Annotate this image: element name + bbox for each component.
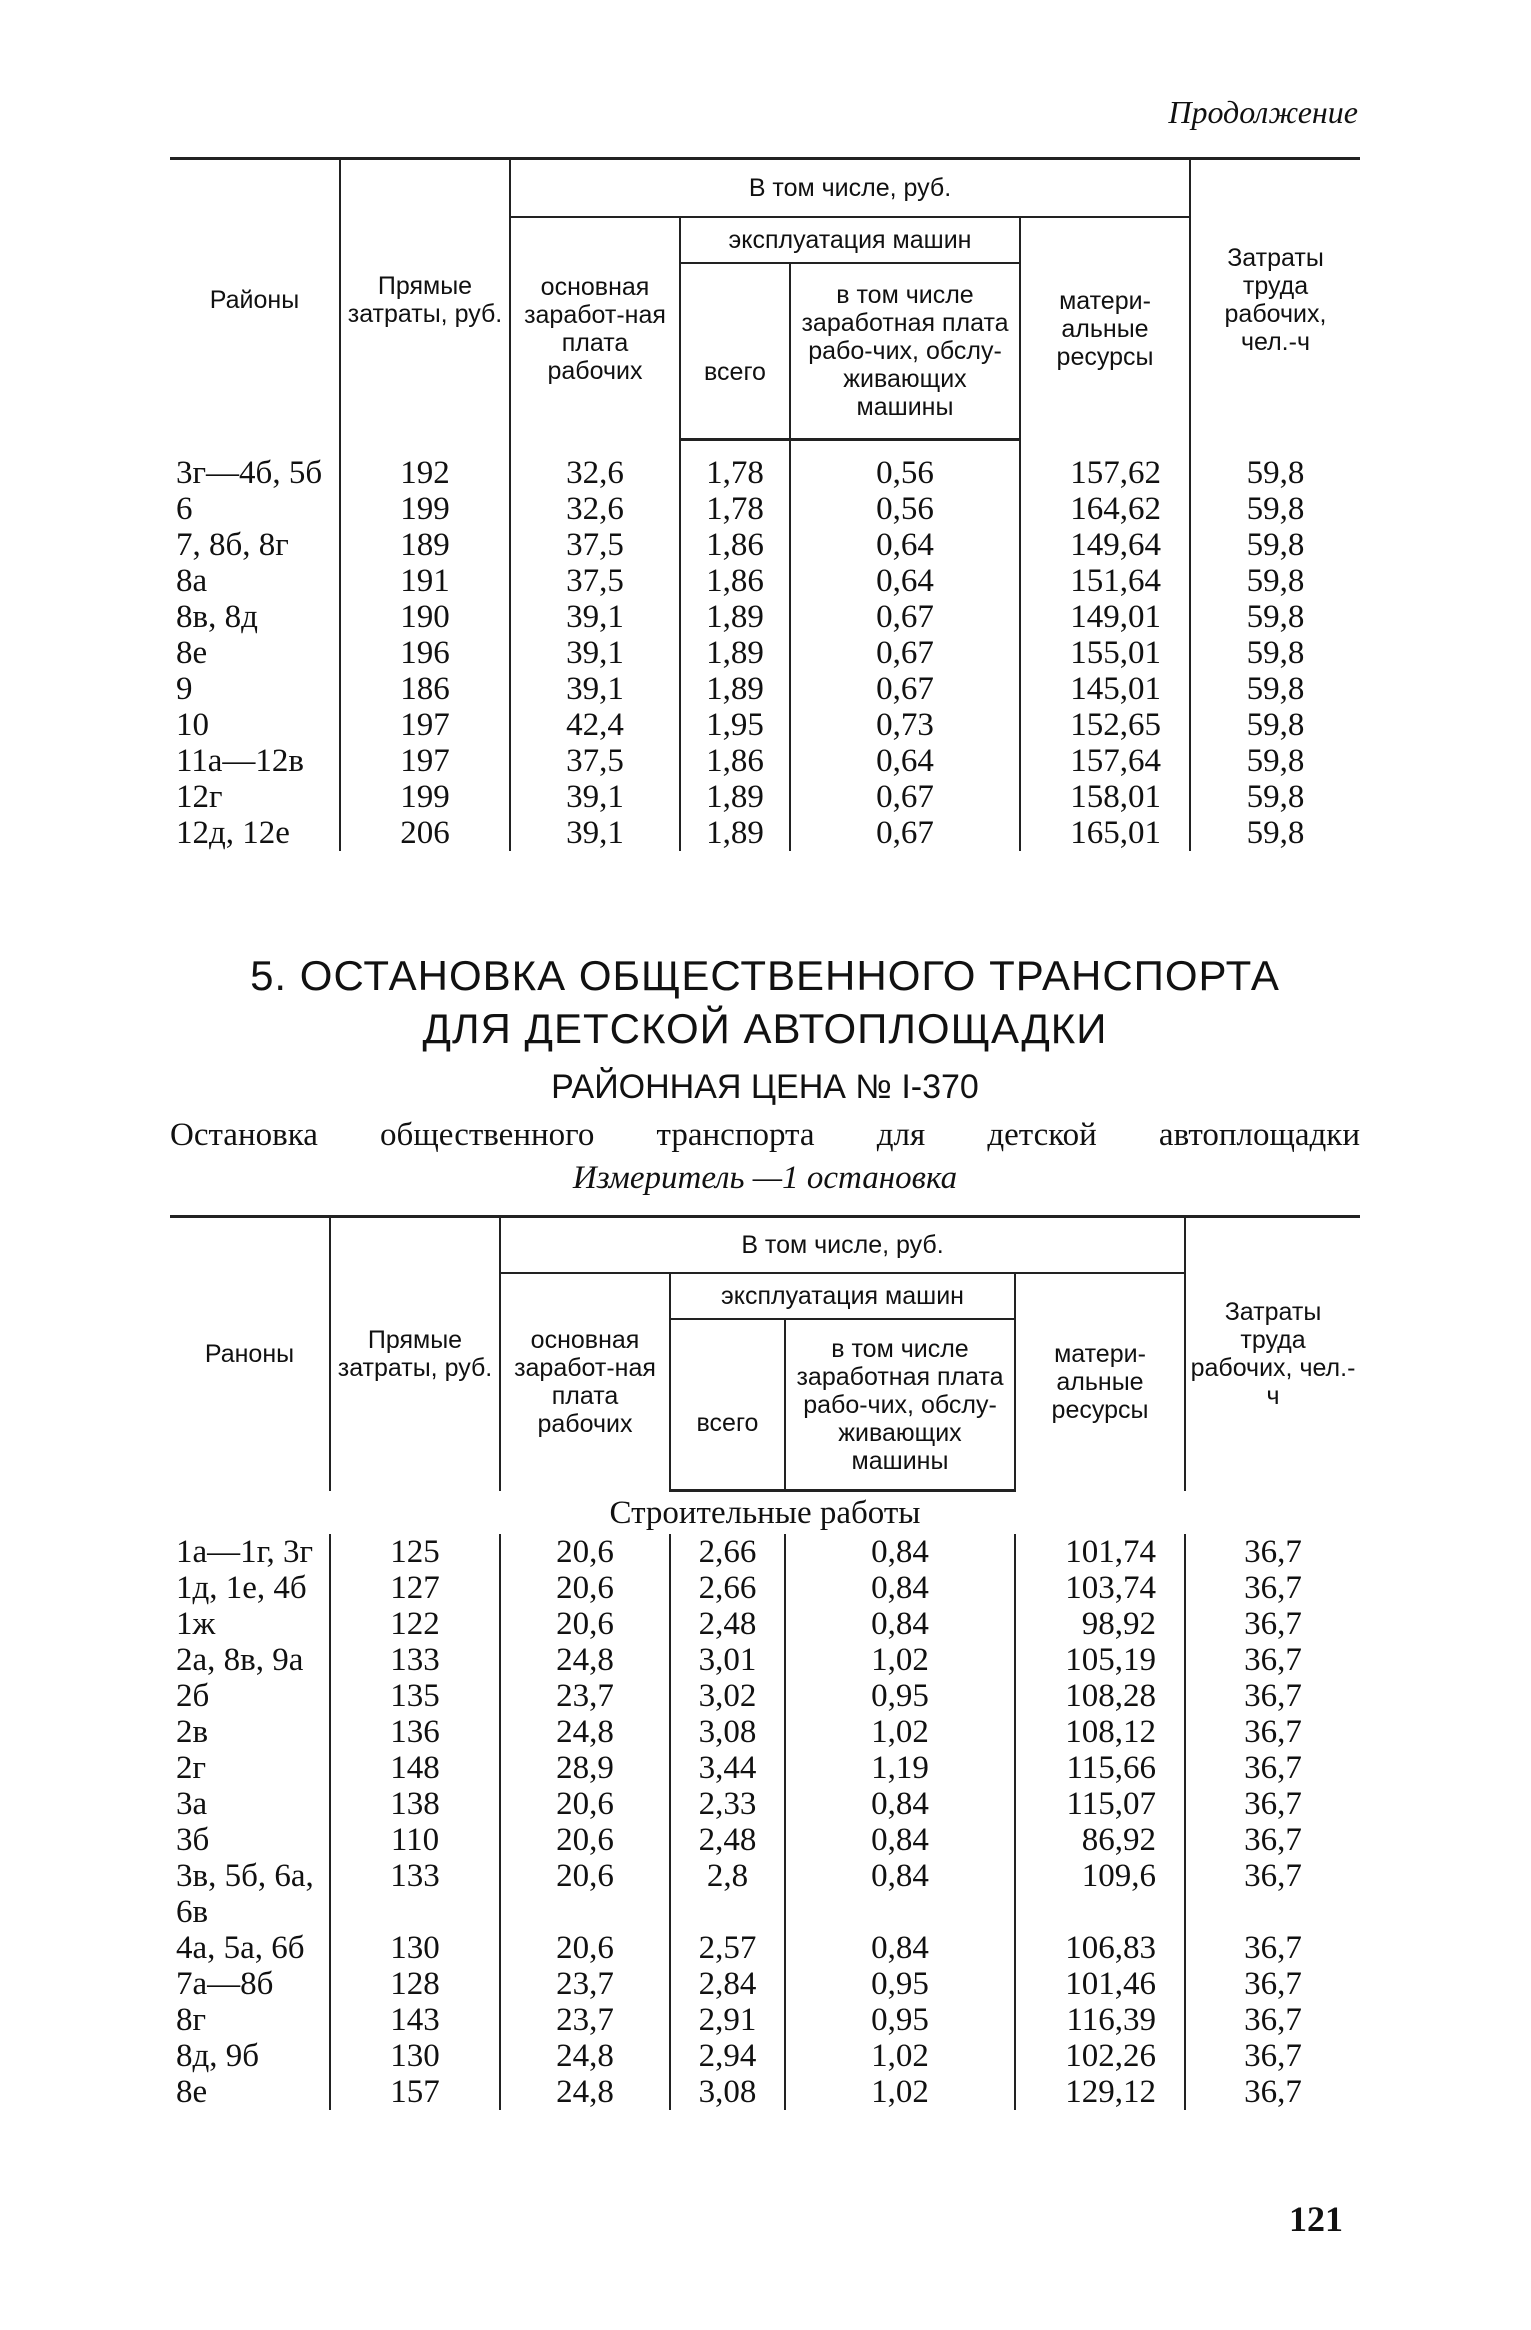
base-wage-cell: 39,1: [510, 635, 680, 671]
machine-total-cell: 3,02: [670, 1678, 785, 1714]
direct-cost-cell: 122: [330, 1606, 500, 1642]
materials-cell: 149,01: [1020, 599, 1190, 635]
direct-cost-cell: 186: [340, 671, 510, 707]
machine-total-cell: 1,86: [680, 563, 790, 599]
direct-cost-cell: 199: [340, 491, 510, 527]
operator-wage-cell: 0,56: [790, 455, 1020, 491]
direct-cost-cell: 189: [340, 527, 510, 563]
direct-cost-cell: 110: [330, 1822, 500, 1858]
header-machine-total: всего: [670, 1319, 785, 1491]
machine-total-cell: 2,66: [670, 1570, 785, 1606]
operator-wage-cell: 0,67: [790, 815, 1020, 851]
machine-total-cell: 1,86: [680, 743, 790, 779]
page-number: 121: [1289, 2199, 1343, 2239]
labor-cell: 59,8: [1190, 527, 1360, 563]
base-wage-cell: 24,8: [500, 1642, 670, 1678]
machine-total-cell: 2,66: [670, 1534, 785, 1570]
direct-cost-cell: 125: [330, 1534, 500, 1570]
machine-total-cell: 1,95: [680, 707, 790, 743]
labor-cell: 36,7: [1185, 1750, 1360, 1786]
base-wage-cell: 28,9: [500, 1750, 670, 1786]
operator-wage-cell: 0,56: [790, 491, 1020, 527]
cost-table-continued: [170, 157, 1360, 851]
district-cell: 3в, 5б, 6а, 6в: [176, 1858, 314, 1930]
district-cell: 4а, 5а, 6б: [176, 1930, 305, 1966]
operator-wage-cell: 1,19: [785, 1750, 1015, 1786]
materials-cell: 149,64: [1020, 527, 1190, 563]
district-cell: 8в, 8д: [176, 599, 258, 635]
machine-total-cell: 1,86: [680, 527, 790, 563]
machine-total-cell: 3,08: [670, 1714, 785, 1750]
materials-cell: 152,65: [1020, 707, 1190, 743]
labor-cell: 59,8: [1190, 491, 1360, 527]
section-description: Остановка общественного транспорта для детской автоплощадки: [170, 1117, 1360, 1153]
materials-cell: 115,66: [1015, 1750, 1185, 1786]
base-wage-cell: 39,1: [510, 671, 680, 707]
operator-wage-cell: 0,73: [790, 707, 1020, 743]
direct-cost-cell: 133: [330, 1858, 500, 1930]
materials-cell: 108,12: [1015, 1714, 1185, 1750]
base-wage-cell: 37,5: [510, 527, 680, 563]
header-including: В том числе, руб.: [500, 1217, 1185, 1274]
header-labor: Затраты труда рабочих, чел.-ч: [1190, 159, 1360, 440]
labor-cell: 36,7: [1185, 1642, 1360, 1678]
operator-wage-cell: 0,67: [790, 779, 1020, 815]
labor-cell: 59,8: [1190, 743, 1360, 779]
materials-cell: 164,62: [1020, 491, 1190, 527]
materials-cell: 115,07: [1015, 1786, 1185, 1822]
machine-total-cell: 2,57: [670, 1930, 785, 1966]
district-cell: 7, 8б, 8г: [176, 527, 289, 563]
machine-total-cell: 2,48: [670, 1606, 785, 1642]
machine-total-cell: 2,94: [670, 2038, 785, 2074]
district-cell: 10: [176, 707, 209, 743]
direct-cost-cell: 130: [330, 1930, 500, 1966]
district-cell: 8е: [176, 2074, 208, 2110]
materials-cell: 155,01: [1020, 635, 1190, 671]
district-cell: 3а: [176, 1786, 208, 1822]
table-row: [170, 1678, 1360, 1714]
labor-cell: 36,7: [1185, 1858, 1360, 1930]
header-machine-operation: эксплуатация машин: [670, 1273, 1015, 1319]
district-cell: 2в: [176, 1714, 209, 1750]
base-wage-cell: 20,6: [500, 1570, 670, 1606]
labor-cell: 36,7: [1185, 1678, 1360, 1714]
district-cell: 3г—4б, 5б: [176, 455, 323, 491]
operator-wage-cell: 1,02: [785, 2074, 1015, 2110]
direct-cost-cell: 138: [330, 1786, 500, 1822]
materials-cell: 109,6: [1015, 1858, 1185, 1930]
materials-cell: 151,64: [1020, 563, 1190, 599]
labor-cell: 59,8: [1190, 455, 1360, 491]
labor-cell: 59,8: [1190, 599, 1360, 635]
direct-cost-cell: 197: [340, 707, 510, 743]
table-row: [170, 743, 1360, 779]
machine-total-cell: 3,01: [670, 1642, 785, 1678]
machine-total-cell: 1,89: [680, 599, 790, 635]
table-row: [170, 1642, 1360, 1678]
base-wage-cell: 20,6: [500, 1534, 670, 1570]
table-row: [170, 1534, 1360, 1570]
table-row: [170, 527, 1360, 563]
table-row: [170, 2074, 1360, 2110]
district-cell: 1а—1г, 3г: [176, 1534, 313, 1570]
direct-cost-cell: 135: [330, 1678, 500, 1714]
table-row: [170, 1714, 1360, 1750]
direct-cost-cell: 206: [340, 815, 510, 851]
labor-cell: 36,7: [1185, 1822, 1360, 1858]
direct-cost-cell: 157: [330, 2074, 500, 2110]
machine-total-cell: 2,8: [670, 1858, 785, 1930]
labor-cell: 36,7: [1185, 1786, 1360, 1822]
machine-total-cell: 3,08: [670, 2074, 785, 2110]
direct-cost-cell: 128: [330, 1966, 500, 2002]
operator-wage-cell: 0,67: [790, 671, 1020, 707]
base-wage-cell: 23,7: [500, 1678, 670, 1714]
base-wage-cell: 23,7: [500, 2002, 670, 2038]
labor-cell: 59,8: [1190, 779, 1360, 815]
table-row: [170, 671, 1360, 707]
machine-total-cell: 1,89: [680, 815, 790, 851]
direct-cost-cell: 133: [330, 1642, 500, 1678]
base-wage-cell: 20,6: [500, 1786, 670, 1822]
machine-total-cell: 1,89: [680, 635, 790, 671]
base-wage-cell: 37,5: [510, 563, 680, 599]
header-districts: Раноны: [204, 1340, 295, 1369]
machine-total-cell: 1,89: [680, 779, 790, 815]
district-cell: 7а—8б: [176, 1966, 274, 2002]
direct-cost-cell: 148: [330, 1750, 500, 1786]
operator-wage-cell: 0,67: [790, 599, 1020, 635]
district-cell: 11а—12в: [176, 743, 305, 779]
machine-total-cell: 1,78: [680, 491, 790, 527]
header-including: В том числе, руб.: [510, 159, 1190, 218]
labor-cell: 59,8: [1190, 671, 1360, 707]
district-cell: 2б: [176, 1678, 210, 1714]
header-machine-total: всего: [680, 263, 790, 440]
district-cell: 8д, 9б: [176, 2038, 260, 2074]
labor-cell: 36,7: [1185, 2074, 1360, 2110]
labor-cell: 59,8: [1190, 635, 1360, 671]
table-row: [170, 707, 1360, 743]
base-wage-cell: 24,8: [500, 2074, 670, 2110]
operator-wage-cell: 0,64: [790, 743, 1020, 779]
base-wage-cell: 20,6: [500, 1858, 670, 1930]
operator-wage-cell: 0,95: [785, 2002, 1015, 2038]
base-wage-cell: 32,6: [510, 491, 680, 527]
subheading-construction-works: Строительные работы: [609, 1495, 921, 1531]
base-wage-cell: 20,6: [500, 1606, 670, 1642]
base-wage-cell: 24,8: [500, 1714, 670, 1750]
header-labor: Затраты труда рабочих, чел.-ч: [1185, 1217, 1360, 1491]
header-operator-wage: в том числе заработная плата рабо-чих, обслу-живающих машины: [790, 263, 1020, 440]
labor-cell: 36,7: [1185, 1930, 1360, 1966]
labor-cell: 59,8: [1190, 815, 1360, 851]
base-wage-cell: 23,7: [500, 1966, 670, 2002]
operator-wage-cell: 1,02: [785, 2038, 1015, 2074]
base-wage-cell: 42,4: [510, 707, 680, 743]
district-cell: 2г: [176, 1750, 207, 1786]
labor-cell: 59,8: [1190, 707, 1360, 743]
operator-wage-cell: 0,84: [785, 1930, 1015, 1966]
operator-wage-cell: 0,84: [785, 1534, 1015, 1570]
base-wage-cell: 24,8: [500, 2038, 670, 2074]
district-cell: 3б: [176, 1822, 210, 1858]
district-price-heading: РАЙОННАЯ ЦЕНА № І-370: [551, 1068, 979, 1106]
section-title-line1: 5. ОСТАНОВКА ОБЩЕСТВЕННОГО ТРАНСПОРТА: [250, 952, 1280, 999]
district-cell: 12г: [176, 779, 223, 815]
materials-cell: 157,64: [1020, 743, 1190, 779]
labor-cell: 59,8: [1190, 563, 1360, 599]
machine-total-cell: 2,48: [670, 1822, 785, 1858]
labor-cell: 36,7: [1185, 1966, 1360, 2002]
direct-cost-cell: 197: [340, 743, 510, 779]
materials-cell: 158,01: [1020, 779, 1190, 815]
operator-wage-cell: 0,95: [785, 1966, 1015, 2002]
header-operator-wage: в том числе заработная плата рабо-чих, обслу-живающих машины: [785, 1319, 1015, 1491]
materials-cell: 101,46: [1015, 1966, 1185, 2002]
direct-cost-cell: 136: [330, 1714, 500, 1750]
header-materials: матери-альные ресурсы: [1015, 1273, 1185, 1491]
materials-cell: 129,12: [1015, 2074, 1185, 2110]
table-row: [170, 1606, 1360, 1642]
machine-total-cell: 1,78: [680, 455, 790, 491]
materials-cell: 106,83: [1015, 1930, 1185, 1966]
direct-cost-cell: 130: [330, 2038, 500, 2074]
district-cell: 2а, 8в, 9а: [176, 1642, 304, 1678]
table-row: [170, 1966, 1360, 2002]
machine-total-cell: 2,91: [670, 2002, 785, 2038]
direct-cost-cell: 196: [340, 635, 510, 671]
operator-wage-cell: 0,67: [790, 635, 1020, 671]
labor-cell: 36,7: [1185, 2038, 1360, 2074]
header-districts: Районы: [209, 285, 300, 314]
materials-cell: 145,01: [1020, 671, 1190, 707]
table-row: [170, 779, 1360, 815]
operator-wage-cell: 0,64: [790, 563, 1020, 599]
base-wage-cell: 20,6: [500, 1930, 670, 1966]
operator-wage-cell: 0,84: [785, 1606, 1015, 1642]
table-row: [170, 1570, 1360, 1606]
table-row: [170, 563, 1360, 599]
direct-cost-cell: 143: [330, 2002, 500, 2038]
cost-table-bus-stop: [170, 1215, 1360, 2110]
materials-cell: 157,62: [1020, 455, 1190, 491]
materials-cell: 108,28: [1015, 1678, 1185, 1714]
table-row: [170, 2038, 1360, 2074]
operator-wage-cell: 1,02: [785, 1642, 1015, 1678]
header-materials: матери-альные ресурсы: [1020, 217, 1190, 440]
district-cell: 1д, 1е, 4б: [176, 1570, 307, 1606]
base-wage-cell: 20,6: [500, 1822, 670, 1858]
table-row: [170, 635, 1360, 671]
table-row: [170, 2002, 1360, 2038]
operator-wage-cell: 0,84: [785, 1786, 1015, 1822]
table-row: [170, 1822, 1360, 1858]
district-cell: 6: [176, 491, 193, 527]
materials-cell: 105,19: [1015, 1642, 1185, 1678]
labor-cell: 36,7: [1185, 2002, 1360, 2038]
materials-cell: 102,26: [1015, 2038, 1185, 2074]
labor-cell: 36,7: [1185, 1714, 1360, 1750]
table-row: [170, 1786, 1360, 1822]
section-title-line2: ДЛЯ ДЕТСКОЙ АВТОПЛОЩАДКИ: [422, 1005, 1108, 1052]
operator-wage-cell: 0,64: [790, 527, 1020, 563]
machine-total-cell: 2,33: [670, 1786, 785, 1822]
materials-cell: 101,74: [1015, 1534, 1185, 1570]
continuation-label: Продолжение: [1168, 94, 1358, 130]
district-cell: 8а: [176, 563, 208, 599]
machine-total-cell: 3,44: [670, 1750, 785, 1786]
direct-cost-cell: 192: [340, 455, 510, 491]
direct-cost-cell: 190: [340, 599, 510, 635]
operator-wage-cell: 0,84: [785, 1858, 1015, 1930]
table-row: [170, 1858, 1360, 1930]
machine-total-cell: 1,89: [680, 671, 790, 707]
district-cell: 8е: [176, 635, 208, 671]
district-cell: 9: [176, 671, 193, 707]
operator-wage-cell: 0,84: [785, 1822, 1015, 1858]
table-row: [170, 599, 1360, 635]
base-wage-cell: 39,1: [510, 815, 680, 851]
header-direct-costs: Прямые затраты, руб.: [330, 1217, 500, 1491]
measurement-unit: Измеритель —1 остановка: [572, 1160, 958, 1196]
operator-wage-cell: 0,95: [785, 1678, 1015, 1714]
direct-cost-cell: 191: [340, 563, 510, 599]
operator-wage-cell: 0,84: [785, 1570, 1015, 1606]
header-base-wage: основная заработ-ная плата рабочих: [500, 1273, 670, 1491]
header-base-wage: основная заработ-ная плата рабочих: [510, 217, 680, 440]
header-machine-operation: эксплуатация машин: [680, 217, 1020, 263]
labor-cell: 36,7: [1185, 1534, 1360, 1570]
table-row: [170, 491, 1360, 527]
machine-total-cell: 2,84: [670, 1966, 785, 2002]
direct-cost-cell: 199: [340, 779, 510, 815]
district-cell: 12д, 12е: [176, 815, 290, 851]
district-cell: 8г: [176, 2002, 207, 2038]
base-wage-cell: 32,6: [510, 455, 680, 491]
materials-cell: 86,92: [1015, 1822, 1185, 1858]
base-wage-cell: 39,1: [510, 779, 680, 815]
materials-cell: 165,01: [1020, 815, 1190, 851]
labor-cell: 36,7: [1185, 1570, 1360, 1606]
labor-cell: 36,7: [1185, 1606, 1360, 1642]
table-row: [170, 1750, 1360, 1786]
table-row: [170, 815, 1360, 851]
direct-cost-cell: 127: [330, 1570, 500, 1606]
materials-cell: 103,74: [1015, 1570, 1185, 1606]
district-cell: 1ж: [176, 1606, 216, 1642]
table-row: [170, 455, 1360, 491]
header-direct-costs: Прямые затраты, руб.: [340, 159, 510, 440]
base-wage-cell: 37,5: [510, 743, 680, 779]
operator-wage-cell: 1,02: [785, 1714, 1015, 1750]
base-wage-cell: 39,1: [510, 599, 680, 635]
table-row: [170, 1930, 1360, 1966]
materials-cell: 116,39: [1015, 2002, 1185, 2038]
materials-cell: 98,92: [1015, 1606, 1185, 1642]
